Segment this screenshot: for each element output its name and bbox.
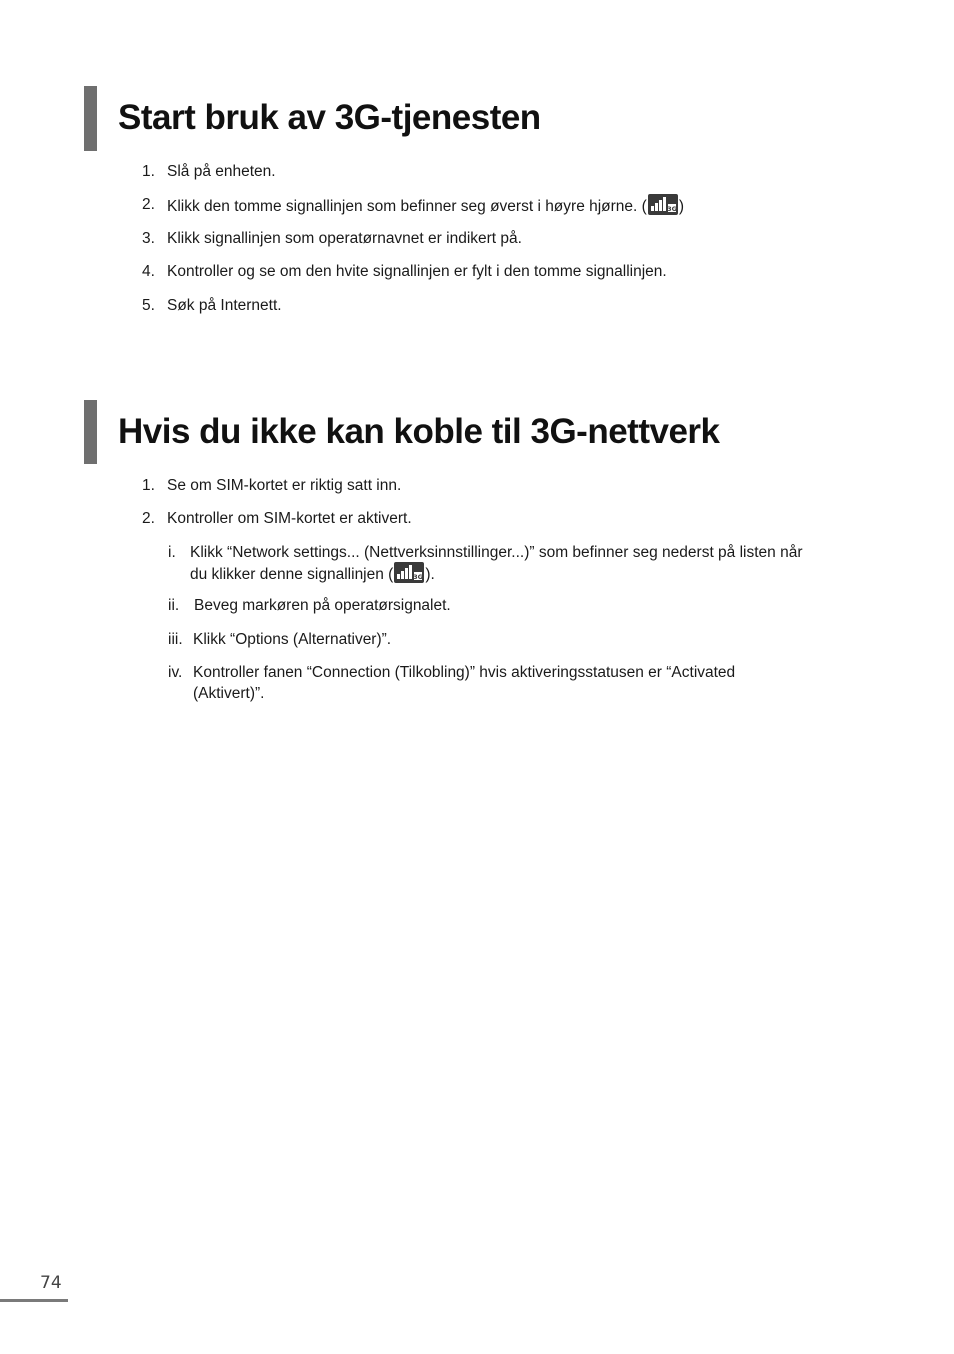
sub-list-text: Kontroller fanen “Connection (Tilkobling)” hvis aktiveringsstatusen er “Activated <box>193 664 736 681</box>
sub-list-number: ii. <box>168 597 180 614</box>
sub-list-number: iv. <box>168 664 183 681</box>
sub-list-text: Beveg markøren på operatørsignalet. <box>194 597 451 614</box>
sub-list-text: Klikk “Options (Alternativer)”. <box>193 631 392 648</box>
list-number: 1. <box>142 163 155 180</box>
section-title-troubleshoot: Hvis du ikke kan koble til 3G-nettverk <box>118 412 720 451</box>
sub-list-item-continuation <box>190 562 435 585</box>
list-text: Søk på Internett. <box>167 297 282 314</box>
section-bar <box>84 400 97 464</box>
sub-list-number: iii. <box>168 631 183 648</box>
list-number: 2. <box>142 196 155 213</box>
sub-list-item-continuation <box>193 683 264 704</box>
list-number: 5. <box>142 297 155 314</box>
list-text: Kontroller og se om den hvite signallinjen er fylt i den tomme signallinjen. <box>167 263 667 280</box>
svg-text:3G: 3G <box>413 573 424 581</box>
signal-3g-icon <box>648 194 678 215</box>
list-text: Slå på enheten. <box>167 163 276 180</box>
list-text-end: ) <box>678 198 684 215</box>
list-text: Kontroller om SIM-kortet er aktivert. <box>167 510 412 527</box>
section-bar <box>84 86 97 151</box>
list-number: 1. <box>142 477 155 494</box>
page-number-rule <box>0 1299 68 1302</box>
signal-3g-icon <box>394 562 424 583</box>
svg-text:3G: 3G <box>666 205 677 213</box>
sub-list-text: (Aktivert)”. <box>193 685 265 702</box>
list-text: Se om SIM-kortet er riktig satt inn. <box>167 477 402 494</box>
list-text: Klikk signallinjen som operatørnavnet er indikert på. <box>167 230 522 247</box>
sub-list-text: Klikk “Network settings... (Nettverksinnstillinger...)” som befinner seg nederst på listen når <box>190 544 803 561</box>
list-number: 3. <box>142 230 155 247</box>
sub-list-text-end: ). <box>425 566 435 583</box>
list-number: 4. <box>142 263 155 280</box>
sub-list-number: i. <box>168 544 176 561</box>
list-text: Klikk den tomme signallinjen som befinner seg øverst i høyre hjørne. ( <box>167 198 647 215</box>
sub-list-text: du klikker denne signallinjen ( <box>190 566 394 583</box>
list-number: 2. <box>142 510 155 527</box>
section-title-start: Start bruk av 3G-tjenesten <box>118 98 541 137</box>
page-number: 74 <box>40 1273 62 1293</box>
